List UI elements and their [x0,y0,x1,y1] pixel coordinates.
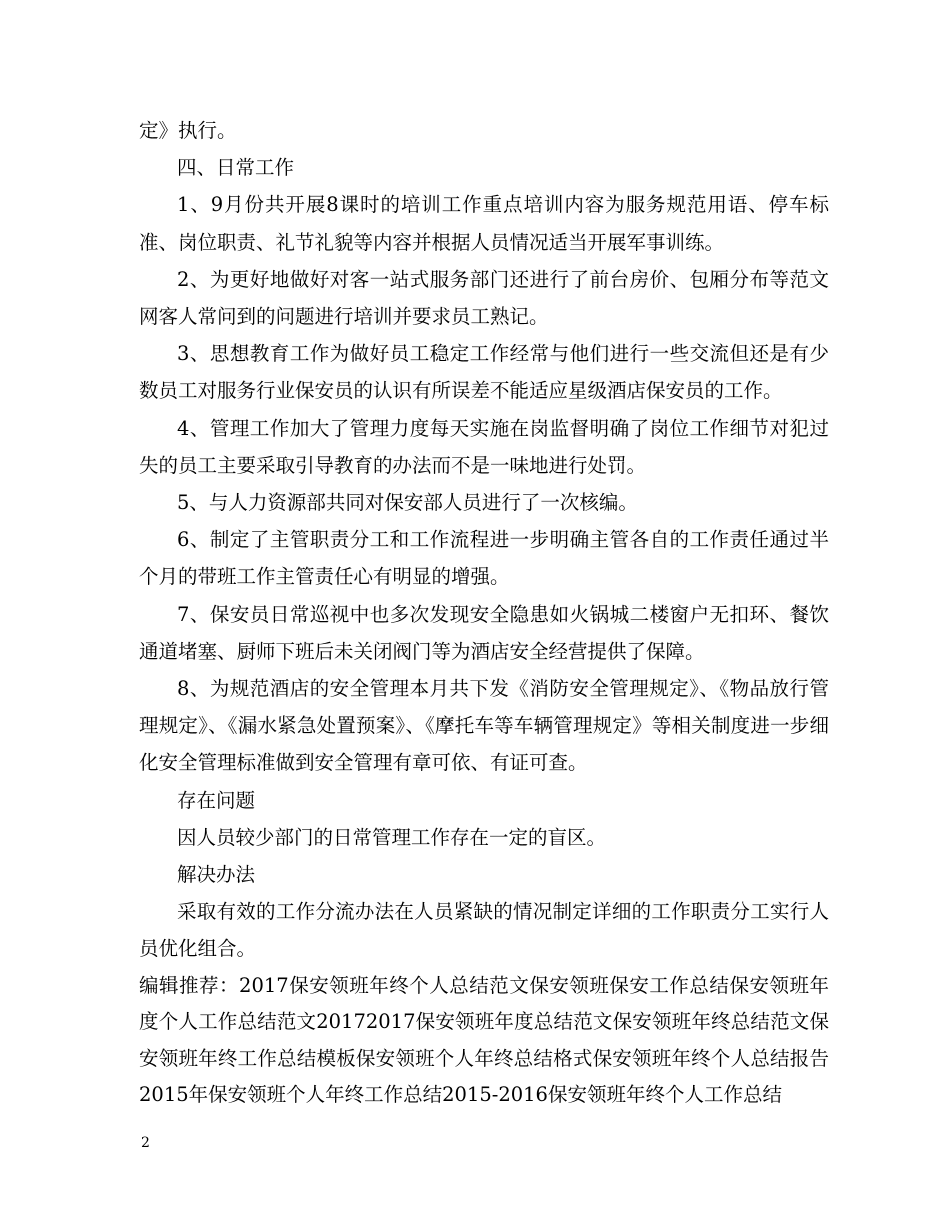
page-number: 2 [141,1135,150,1151]
solution-text: 采取有效的工作分流办法在人员紧缺的情况制定详细的工作职责分工实行人员优化组合。 [139,900,829,961]
document-body [139,112,829,1114]
list-item-1: 1、9月份共开展8课时的培训工作重点培训内容为服务规范用语、停车标准、岗位职责、礼节礼貌等内容并根据人员情况适当开展军事训练。 [139,193,829,254]
editor-recommendation: 编辑推荐：2017保安领班年终个人总结范文保安领班保安工作总结保安领班年度个人工作总结范文20172017保安领班年度总结范文保安领班年终总结范文保安领班年终工作总结模板保安领班个人年终总结格式保安领班年终个人总结报告2015年保安领班个人年终工作总结2015-2016保安领班年终个人工作总结 [139,973,829,1107]
problems-heading: 存在问题 [177,788,256,812]
intro-tail: 定》执行。 [139,119,237,142]
list-item-3: 3、思想教育工作为做好员工稳定工作经常与他们进行一些交流但还是有少数员工对服务行业保安员的认识有所误差不能适应星级酒店保安员的工作。 [139,342,829,403]
solution-heading: 解决办法 [177,863,256,887]
problems-text: 因人员较少部门的日常管理工作存在一定的盲区。 [177,825,607,849]
list-item-7: 7、保安员日常巡视中也多次发现安全隐患如火锅城二楼窗户无扣环、餐饮通道堵塞、厨师下班后未关闭阀门等为酒店安全经营提供了保障。 [139,602,829,663]
section-heading-daily-work: 四、日常工作 [177,156,295,180]
list-item-5: 5、与人力资源部共同对保安部人员进行了一次核编。 [177,491,638,515]
list-item-6: 6、制定了主管职责分工和工作流程进一步明确主管各自的工作责任通过半个月的带班工作主管责任心有明显的增强。 [139,528,829,589]
list-item-4: 4、管理工作加大了管理力度每天实施在岗监督明确了岗位工作细节对犯过失的员工主要采取引导教育的办法而不是一味地进行处罚。 [139,416,829,477]
list-item-8: 8、为规范酒店的安全管理本月共下发《消防安全管理规定》、《物品放行管理规定》、《漏水紧急处置预案》、《摩托车等车辆管理规定》等相关制度进一步细化安全管理标准做到安全管理有章可依、有证可查。 [139,677,829,775]
list-item-2: 2、为更好地做好对客一站式服务部门还进行了前台房价、包厢分布等范文网客人常问到的问题进行培训并要求员工熟记。 [139,267,829,329]
